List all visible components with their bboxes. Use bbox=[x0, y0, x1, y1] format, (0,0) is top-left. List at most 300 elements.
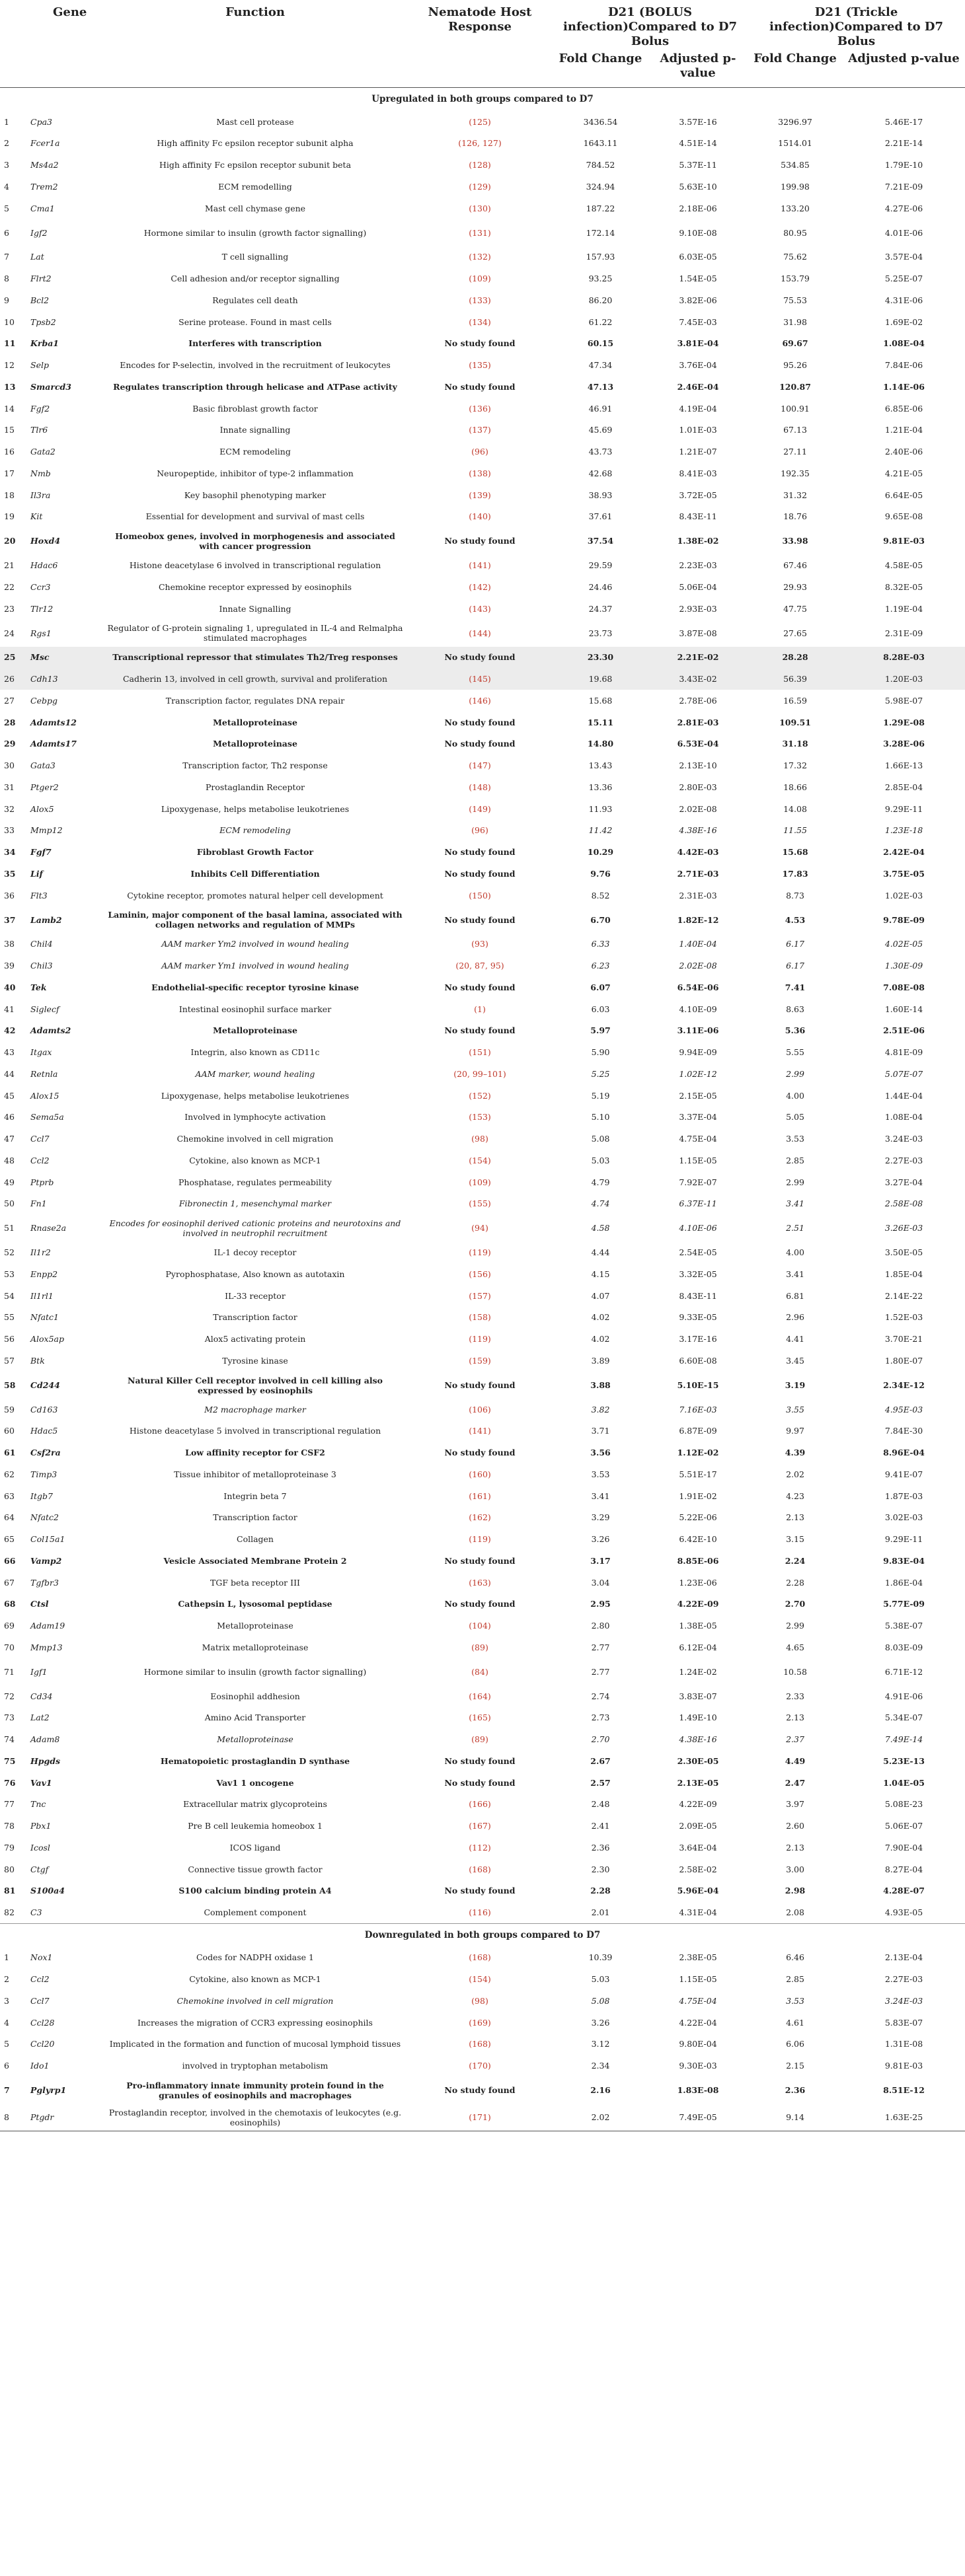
fold-change-trickle: 3.55 bbox=[786, 1404, 804, 1415]
gene-name: Ms4a2 bbox=[30, 160, 59, 170]
adj-p-trickle: 8.28E-03 bbox=[843, 647, 965, 669]
table-row bbox=[0, 1171, 965, 1193]
host-response: (171) bbox=[407, 2104, 553, 2131]
fold-change-bolus: 4.07 bbox=[591, 1290, 610, 1301]
fold-change-trickle: 4.65 bbox=[786, 1642, 804, 1652]
table-row bbox=[0, 576, 965, 598]
adj-p-bolus: 5.63E-10 bbox=[679, 181, 717, 192]
adj-p-trickle: 3.75E-05 bbox=[883, 868, 925, 879]
table-row bbox=[0, 2055, 965, 2077]
gene-function: Key basophil phenotyping marker bbox=[184, 490, 327, 500]
fold-change-trickle: 2.15 bbox=[786, 2061, 804, 2071]
table-row bbox=[0, 398, 965, 420]
header-fold-change-bolus: Fold Change bbox=[553, 52, 648, 88]
adj-p-trickle: 9.78E-09 bbox=[883, 914, 925, 925]
row-number: 24 bbox=[4, 628, 15, 638]
adj-p-trickle: 1.08E-04 bbox=[883, 338, 925, 349]
host-response: (140) bbox=[469, 511, 491, 522]
row-number: 79 bbox=[4, 1842, 15, 1853]
host-response: (161) bbox=[469, 1490, 491, 1501]
row-number: 23 bbox=[4, 603, 15, 614]
gene-name: S100a4 bbox=[30, 1886, 65, 1896]
adj-p-trickle: 7.84E-30 bbox=[884, 1426, 923, 1436]
fold-change-trickle: 75.62 bbox=[783, 252, 807, 262]
host-response: (137) bbox=[469, 425, 491, 435]
fold-change-bolus: 13.43 bbox=[588, 760, 613, 771]
gene-function: S100 calcium binding protein A4 bbox=[178, 1886, 332, 1896]
fold-change-bolus: 10.39 bbox=[588, 1952, 613, 1963]
row-number: 44 bbox=[4, 1068, 15, 1079]
host-response: (149) bbox=[469, 803, 491, 814]
fold-change-bolus: 14.80 bbox=[587, 739, 614, 749]
gene-name: Il1rl1 bbox=[30, 1290, 54, 1301]
row-number: 1 bbox=[4, 116, 9, 127]
adj-p-trickle: 4.91E-06 bbox=[884, 1691, 923, 1701]
host-response: (119) bbox=[469, 1334, 491, 1344]
row-number: 70 bbox=[4, 1642, 15, 1652]
gene-name: Csf2ra bbox=[30, 1448, 61, 1458]
row-number: 4 bbox=[4, 2017, 9, 2028]
table-row bbox=[0, 111, 965, 133]
adj-p-trickle: 1.87E-03 bbox=[884, 1490, 923, 1501]
adj-p-trickle: 5.83E-07 bbox=[884, 2017, 923, 2028]
row-number: 55 bbox=[4, 1312, 15, 1323]
fold-change-bolus: 86.20 bbox=[588, 295, 613, 305]
row-number: 6 bbox=[4, 2061, 9, 2071]
table-row bbox=[0, 219, 965, 246]
row-number: 10 bbox=[4, 316, 15, 327]
adj-p-trickle: 5.46E-17 bbox=[884, 116, 923, 127]
table-row bbox=[0, 1420, 965, 1442]
table-row bbox=[0, 820, 965, 842]
adj-p-bolus: 2.71E-03 bbox=[677, 868, 719, 879]
row-number: 58 bbox=[4, 1380, 16, 1390]
gene-function: TGF beta receptor III bbox=[210, 1577, 300, 1588]
host-response: (130) bbox=[469, 203, 491, 213]
fold-change-trickle: 18.76 bbox=[783, 511, 807, 522]
gene-name: Mmp13 bbox=[30, 1642, 63, 1652]
fold-change-bolus: 2.57 bbox=[590, 1777, 611, 1788]
gene-function: Intestinal eosinophil surface marker bbox=[178, 1004, 332, 1014]
table-row bbox=[0, 133, 965, 155]
table-row bbox=[0, 1242, 965, 1264]
gene-function: High affinity Fc epsilon receptor subunit beta bbox=[159, 160, 352, 170]
gene-name: Pglyrp1 bbox=[30, 2085, 67, 2095]
gene-name: Nfatc1 bbox=[30, 1312, 59, 1323]
fold-change-trickle: 4.41 bbox=[786, 1334, 804, 1344]
gene-function: Cytokine, also known as MCP-1 bbox=[189, 1155, 321, 1165]
table-row bbox=[0, 1990, 965, 2012]
fold-change-trickle: 4.00 bbox=[786, 1247, 804, 1258]
adj-p-trickle: 2.42E-04 bbox=[883, 847, 925, 858]
gene-name: Nox1 bbox=[30, 1952, 53, 1963]
host-response: No study found bbox=[444, 1755, 516, 1766]
fold-change-bolus: 324.94 bbox=[586, 181, 615, 192]
table-row bbox=[0, 798, 965, 820]
table-row bbox=[0, 934, 965, 955]
fold-change-bolus: 38.93 bbox=[588, 490, 613, 500]
host-response: (116) bbox=[469, 1907, 491, 1917]
gene-name: Hoxd4 bbox=[30, 536, 61, 546]
table-row bbox=[0, 733, 965, 755]
header-trickle-group: D21 (Trickle infection)Compared to D7 Bolus bbox=[769, 5, 944, 48]
fold-change-bolus: 4.44 bbox=[591, 1247, 610, 1258]
host-response: No study found bbox=[444, 847, 516, 858]
fold-change-bolus: 23.73 bbox=[588, 628, 613, 638]
adj-p-trickle: 3.24E-03 bbox=[884, 1134, 923, 1144]
host-response: (94) bbox=[471, 1223, 488, 1233]
adj-p-trickle: 2.51E-06 bbox=[883, 1025, 925, 1036]
fold-change-trickle: 3.15 bbox=[786, 1534, 804, 1545]
fold-change-bolus: 47.34 bbox=[588, 360, 613, 371]
fold-change-trickle: 109.51 bbox=[779, 717, 811, 727]
gene-function: Chemokine involved in cell migration bbox=[176, 1134, 334, 1144]
table-row bbox=[0, 1837, 965, 1858]
adj-p-bolus: 5.06E-04 bbox=[679, 581, 717, 592]
fold-change-trickle: 1514.01 bbox=[778, 138, 812, 149]
gene-function: Chemokine involved in cell migration bbox=[176, 1995, 334, 2006]
adj-p-trickle: 2.21E-14 bbox=[884, 138, 923, 149]
table-row bbox=[0, 1020, 965, 1042]
table-row bbox=[0, 955, 965, 977]
adj-p-bolus: 2.18E-06 bbox=[679, 203, 717, 213]
row-number: 27 bbox=[4, 695, 15, 706]
fold-change-trickle: 2.60 bbox=[786, 1821, 804, 1831]
table-row bbox=[0, 1880, 965, 1902]
host-response: (131) bbox=[469, 227, 491, 238]
row-number: 14 bbox=[4, 403, 15, 414]
gene-name: Alox5ap bbox=[30, 1334, 65, 1344]
host-response: No study found bbox=[444, 1380, 516, 1390]
fold-change-trickle: 9.97 bbox=[786, 1426, 804, 1436]
adj-p-bolus: 3.83E-07 bbox=[679, 1691, 717, 1701]
host-response: (135) bbox=[469, 360, 491, 371]
table-row bbox=[0, 755, 965, 777]
table-row bbox=[0, 555, 965, 577]
gene-name: Siglecf bbox=[30, 1004, 59, 1014]
adj-p-bolus: 2.38E-05 bbox=[679, 1952, 717, 1963]
fold-change-trickle: 2.47 bbox=[785, 1777, 806, 1788]
row-number: 46 bbox=[4, 1112, 15, 1122]
host-response: (109) bbox=[469, 1177, 491, 1187]
adj-p-bolus: 9.33E-05 bbox=[679, 1312, 717, 1323]
row-number: 56 bbox=[4, 1334, 15, 1344]
row-number: 17 bbox=[4, 468, 15, 478]
gene-name: Ccl7 bbox=[30, 1995, 50, 2006]
fold-change-bolus: 2.34 bbox=[591, 2061, 610, 2071]
fold-change-bolus: 6.70 bbox=[590, 914, 611, 925]
row-number: 30 bbox=[4, 760, 15, 771]
adj-p-bolus: 4.51E-14 bbox=[679, 138, 717, 149]
table-row bbox=[0, 1947, 965, 1969]
gene-name: Lat2 bbox=[30, 1712, 50, 1723]
table-row bbox=[0, 1750, 965, 1772]
table-row bbox=[0, 1637, 965, 1658]
fold-change-trickle: 56.39 bbox=[748, 669, 843, 690]
row-number: 73 bbox=[4, 1712, 15, 1723]
adj-p-bolus: 1.15E-05 bbox=[679, 1155, 717, 1165]
gene-name: Tpsb2 bbox=[30, 316, 56, 327]
adj-p-bolus: 4.22E-09 bbox=[677, 1599, 719, 1609]
fold-change-trickle: 3.41 bbox=[786, 1198, 804, 1209]
gene-name: Adam19 bbox=[30, 1621, 65, 1631]
adj-p-trickle: 8.51E-12 bbox=[883, 2085, 925, 2095]
gene-name: Cd244 bbox=[30, 1380, 60, 1390]
adj-p-trickle: 4.27E-06 bbox=[884, 203, 923, 213]
row-number: 39 bbox=[4, 961, 15, 971]
adj-p-trickle: 2.14E-22 bbox=[884, 1290, 923, 1301]
table-row bbox=[0, 1063, 965, 1085]
fold-change-bolus: 46.91 bbox=[588, 403, 613, 414]
adj-p-trickle: 1.60E-14 bbox=[884, 1004, 923, 1014]
adj-p-bolus: 1.02E-12 bbox=[679, 1068, 717, 1079]
adj-p-trickle: 1.23E-18 bbox=[884, 825, 923, 836]
gene-function: Essential for development and survival of mast cells bbox=[145, 511, 365, 522]
adj-p-bolus: 7.92E-07 bbox=[679, 1177, 717, 1187]
fold-change-bolus: 6.23 bbox=[591, 961, 610, 971]
table-row bbox=[0, 863, 965, 885]
gene-name: Tek bbox=[30, 982, 47, 992]
adj-p-bolus: 1.49E-10 bbox=[679, 1712, 717, 1723]
gene-function: Pyrophosphatase, Also known as autotaxin bbox=[165, 1269, 345, 1279]
gene-name: Ccl2 bbox=[30, 1974, 50, 1985]
gene-name: Cma1 bbox=[30, 203, 55, 213]
adj-p-trickle: 3.02E-03 bbox=[884, 1512, 923, 1523]
adj-p-bolus: 7.16E-03 bbox=[679, 1404, 717, 1415]
table-row bbox=[0, 1485, 965, 1507]
host-response: No study found bbox=[444, 914, 516, 925]
row-number: 1 bbox=[4, 1952, 9, 1963]
adj-p-bolus: 2.02E-08 bbox=[679, 803, 717, 814]
gene-function: Transcriptional repressor that stimulates Th2/Treg responses bbox=[103, 647, 407, 669]
table-row bbox=[0, 1658, 965, 1685]
adj-p-trickle: 7.21E-09 bbox=[884, 181, 923, 192]
adj-p-trickle: 1.14E-06 bbox=[883, 381, 925, 392]
row-number: 2 bbox=[4, 138, 9, 149]
fold-change-bolus: 37.61 bbox=[588, 511, 613, 522]
gene-function: Natural Killer Cell receptor involved in cell killing also expressed by eosinophils bbox=[128, 1375, 383, 1395]
gene-function: Alox5 activating protein bbox=[204, 1334, 306, 1344]
table-row bbox=[0, 289, 965, 311]
gene-function: Regulates transcription through helicase and ATPase activity bbox=[113, 381, 397, 392]
section-title: Upregulated in both groups compared to D7 bbox=[0, 88, 965, 112]
row-number: 32 bbox=[4, 803, 15, 814]
fold-change-trickle: 3.41 bbox=[786, 1269, 804, 1279]
host-response: (154) bbox=[469, 1974, 491, 1985]
adj-p-bolus: 2.58E-02 bbox=[679, 1864, 717, 1874]
table-row bbox=[0, 669, 965, 690]
adj-p-bolus: 8.41E-03 bbox=[679, 468, 717, 478]
fold-change-trickle: 31.98 bbox=[783, 316, 807, 327]
host-response: (142) bbox=[469, 581, 491, 592]
gene-function: Transcription factor, regulates DNA repair bbox=[165, 695, 345, 706]
fold-change-bolus: 3.88 bbox=[590, 1380, 611, 1390]
table-row bbox=[0, 420, 965, 441]
table-row bbox=[0, 2012, 965, 2034]
row-number: 45 bbox=[4, 1090, 15, 1101]
host-response: (93) bbox=[471, 939, 488, 949]
fold-change-bolus: 3.53 bbox=[591, 1469, 610, 1479]
adj-p-trickle: 1.85E-04 bbox=[884, 1269, 923, 1279]
adj-p-bolus: 9.80E-04 bbox=[679, 2039, 717, 2049]
host-response: (150) bbox=[469, 890, 491, 901]
adj-p-trickle: 4.01E-06 bbox=[884, 227, 923, 238]
adj-p-trickle: 2.31E-09 bbox=[884, 628, 923, 638]
gene-name: Lamb2 bbox=[30, 914, 62, 925]
row-number: 59 bbox=[4, 1404, 15, 1415]
adj-p-trickle: 7.84E-06 bbox=[884, 360, 923, 371]
gene-name: Selp bbox=[30, 360, 49, 371]
table-row bbox=[0, 506, 965, 528]
gene-function: Interferes with transcription bbox=[188, 338, 322, 349]
row-number: 68 bbox=[4, 1599, 16, 1609]
row-number: 18 bbox=[4, 490, 15, 500]
fold-change-trickle: 4.39 bbox=[785, 1448, 806, 1458]
row-number: 49 bbox=[4, 1177, 15, 1187]
table-row bbox=[0, 1150, 965, 1171]
host-response: (133) bbox=[469, 295, 491, 305]
fold-change-bolus: 60.15 bbox=[587, 338, 614, 349]
fold-change-trickle: 6.81 bbox=[786, 1290, 804, 1301]
row-number: 7 bbox=[4, 2085, 10, 2095]
gene-name: Tlr12 bbox=[30, 603, 54, 614]
row-number: 77 bbox=[4, 1799, 15, 1810]
adj-p-trickle: 1.31E-08 bbox=[884, 2039, 923, 2049]
adj-p-trickle: 4.95E-03 bbox=[884, 1404, 923, 1415]
table-body bbox=[0, 88, 965, 2131]
gene-function: Involved in lymphocyte activation bbox=[184, 1112, 326, 1122]
fold-change-trickle: 3.97 bbox=[786, 1799, 804, 1810]
adj-p-bolus: 4.10E-09 bbox=[679, 1004, 717, 1014]
gene-name: Ccr3 bbox=[30, 581, 51, 592]
adj-p-trickle: 1.66E-13 bbox=[884, 760, 923, 771]
row-number: 9 bbox=[4, 295, 9, 305]
fold-change-trickle: 95.26 bbox=[783, 360, 807, 371]
gene-function: Metalloproteinase bbox=[213, 717, 297, 727]
adj-p-bolus: 4.38E-16 bbox=[679, 1734, 717, 1745]
fold-change-trickle: 2.99 bbox=[786, 1068, 804, 1079]
table-row bbox=[0, 998, 965, 1020]
fold-change-trickle: 3296.97 bbox=[778, 116, 812, 127]
adj-p-bolus: 2.93E-03 bbox=[679, 603, 717, 614]
gene-name: Flt3 bbox=[30, 890, 48, 901]
gene-function: Complement component bbox=[204, 1907, 307, 1917]
gene-name: Msc bbox=[24, 647, 103, 669]
host-response: No study found bbox=[444, 1555, 516, 1566]
adj-p-bolus: 3.32E-05 bbox=[679, 1269, 717, 1279]
gene-function: Connective tissue growth factor bbox=[188, 1864, 323, 1874]
fold-change-trickle: 2.36 bbox=[785, 2085, 806, 2095]
host-response: (141) bbox=[469, 1426, 491, 1436]
fold-change-bolus: 5.90 bbox=[591, 1047, 610, 1058]
adj-p-trickle: 5.38E-07 bbox=[884, 1621, 923, 1631]
row-number: 21 bbox=[4, 560, 15, 571]
fold-change-bolus: 3.71 bbox=[591, 1426, 610, 1436]
fold-change-bolus: 3.41 bbox=[591, 1490, 610, 1501]
table-row bbox=[0, 647, 965, 669]
table-row bbox=[0, 1263, 965, 1285]
fold-change-bolus: 10.29 bbox=[587, 847, 614, 858]
gene-function: Cytokine, also known as MCP-1 bbox=[189, 1974, 321, 1985]
gene-name: Nfatc2 bbox=[30, 1512, 59, 1523]
row-number: 20 bbox=[4, 536, 16, 546]
adj-p-trickle: 5.23E-13 bbox=[883, 1755, 925, 1766]
adj-p-trickle: 4.21E-05 bbox=[884, 468, 923, 478]
row-number: 61 bbox=[4, 1448, 16, 1458]
adj-p-bolus: 1.15E-05 bbox=[679, 1974, 717, 1985]
table-header bbox=[0, 0, 965, 88]
table-row bbox=[0, 528, 965, 555]
table-row bbox=[0, 1707, 965, 1729]
adj-p-bolus: 7.45E-03 bbox=[679, 316, 717, 327]
gene-function: AAM marker Ym1 involved in wound healing bbox=[161, 961, 349, 971]
host-response: No study found bbox=[444, 739, 516, 749]
header-fold-change-trickle: Fold Change bbox=[748, 52, 843, 88]
fold-change-bolus: 3.29 bbox=[591, 1512, 610, 1523]
fold-change-trickle: 31.18 bbox=[782, 739, 808, 749]
gene-name: Ccl20 bbox=[30, 2039, 55, 2049]
fold-change-bolus: 172.14 bbox=[586, 227, 615, 238]
host-response: No study found bbox=[407, 647, 553, 669]
fold-change-bolus: 1643.11 bbox=[583, 138, 618, 149]
gene-name: Ccl7 bbox=[30, 1134, 50, 1144]
host-response: No study found bbox=[444, 338, 516, 349]
fold-change-bolus: 3.04 bbox=[591, 1577, 610, 1588]
host-response: (154) bbox=[469, 1155, 491, 1165]
table-row bbox=[0, 712, 965, 733]
adj-p-bolus: 4.22E-04 bbox=[679, 2017, 717, 2028]
table-row bbox=[0, 1128, 965, 1150]
gene-function: Metalloproteinase bbox=[213, 739, 297, 749]
fold-change-bolus: 187.22 bbox=[586, 203, 615, 213]
fold-change-trickle: 3.19 bbox=[785, 1380, 806, 1390]
table-row bbox=[0, 1307, 965, 1329]
section-title: Downregulated in both groups compared to D7 bbox=[0, 1923, 965, 1947]
adj-p-trickle: 1.63E-25 bbox=[843, 2104, 965, 2131]
fold-change-trickle: 2.99 bbox=[786, 1177, 804, 1187]
host-response: (141) bbox=[469, 560, 491, 571]
fold-change-trickle: 2.24 bbox=[785, 1555, 806, 1566]
row-number: 37 bbox=[4, 914, 16, 925]
adj-p-bolus: 3.17E-16 bbox=[679, 1334, 717, 1344]
gene-function: IL-33 receptor bbox=[225, 1290, 286, 1301]
fold-change-trickle: 6.17 bbox=[786, 961, 804, 971]
table-row bbox=[0, 1372, 965, 1399]
adj-p-bolus: 4.22E-09 bbox=[679, 1799, 717, 1810]
row-number: 78 bbox=[4, 1821, 15, 1831]
row-number: 67 bbox=[4, 1577, 15, 1588]
fold-change-trickle: 17.32 bbox=[783, 760, 807, 771]
gene-function: T cell signalling bbox=[221, 252, 289, 262]
adj-p-bolus: 4.19E-04 bbox=[679, 403, 717, 414]
gene-name: Col15a1 bbox=[30, 1534, 65, 1545]
fold-change-bolus: 6.03 bbox=[591, 1004, 610, 1014]
adj-p-bolus: 1.38E-02 bbox=[677, 536, 719, 546]
table-row bbox=[0, 885, 965, 906]
adj-p-trickle: 2.13E-04 bbox=[884, 1952, 923, 1963]
gene-function: Lipoxygenase, helps metabolise leukotrienes bbox=[161, 803, 350, 814]
fold-change-trickle: 47.75 bbox=[783, 603, 807, 614]
gene-function: Basic fibroblast growth factor bbox=[192, 403, 318, 414]
row-number: 57 bbox=[4, 1355, 15, 1366]
host-response: No study found bbox=[444, 1599, 516, 1609]
fold-change-trickle: 6.06 bbox=[786, 2039, 804, 2049]
gene-name: Adamts2 bbox=[30, 1025, 71, 1036]
adj-p-bolus: 8.43E-11 bbox=[679, 511, 717, 522]
adj-p-bolus: 3.72E-05 bbox=[679, 490, 717, 500]
fold-change-bolus: 8.52 bbox=[591, 890, 610, 901]
gene-function: Cathepsin L, lysosomal peptidase bbox=[178, 1599, 332, 1609]
